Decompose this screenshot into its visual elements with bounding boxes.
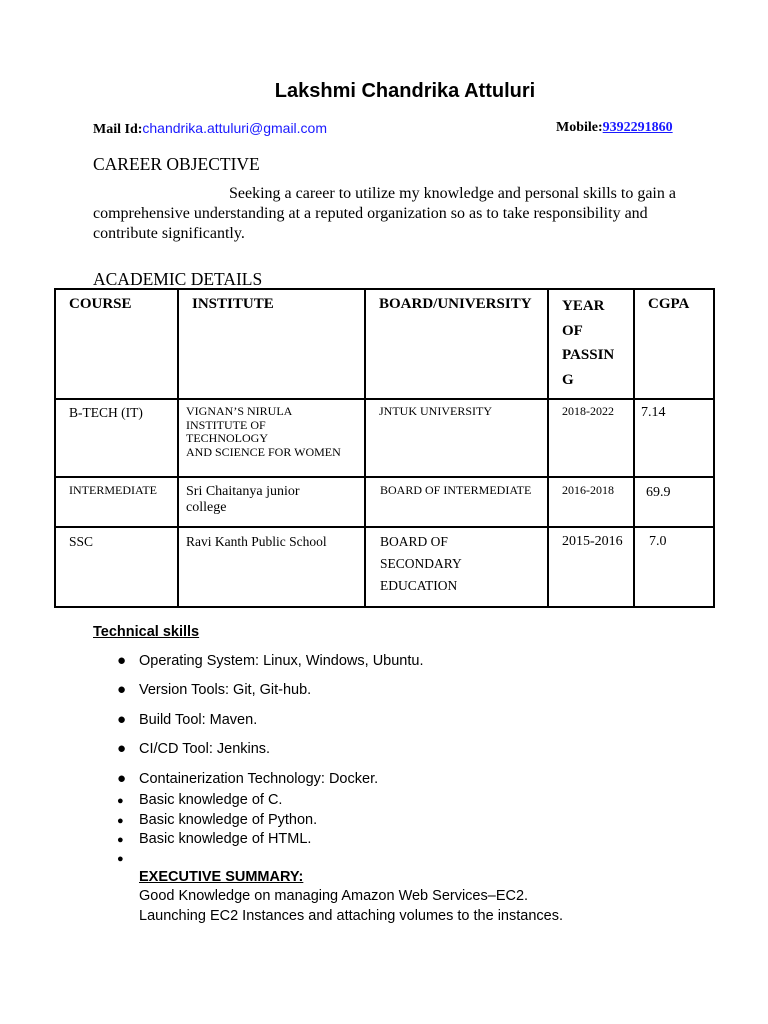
technical-skills-heading: Technical skills	[93, 624, 200, 640]
mail-label: Mail Id:	[93, 122, 143, 137]
career-objective-text: Seeking a career to utilize my knowledge and personal skills to gain a comprehensive understanding at a reputed organization so as to take responsibility and contribute significantly.	[93, 185, 676, 242]
bullet-icon: ●	[117, 795, 124, 807]
table-row	[55, 477, 714, 527]
academic-details-heading: ACADEMIC DETAILS	[93, 269, 263, 289]
cell-board: BOARD OF INTERMEDIATE	[365, 477, 548, 527]
executive-summary-heading: EXECUTIVE SUMMARY:	[139, 869, 304, 885]
column-header-board: BOARD/UNIVERSITY	[365, 289, 548, 399]
cell-institute: Ravi Kanth Public School	[178, 527, 365, 607]
bullet-icon: ●	[117, 652, 127, 669]
column-header-course: COURSE	[55, 289, 178, 399]
table-header-row	[55, 289, 714, 399]
table-row	[55, 527, 714, 607]
list-item: ● Basic knowledge of C.	[117, 792, 283, 808]
mobile-label: Mobile:	[556, 120, 603, 135]
list-item: ● CI/CD Tool: Jenkins.	[117, 740, 271, 757]
cell-year: 2018-2022	[548, 399, 634, 477]
bullet-icon: ●	[117, 740, 127, 757]
list-item: ● Basic knowledge of HTML.	[117, 831, 312, 847]
bullet-icon: ●	[117, 770, 127, 787]
mobile-link[interactable]: 9392291860	[602, 120, 673, 135]
academic-table	[54, 288, 715, 608]
mail-row	[93, 120, 327, 138]
cell-course: SSC	[55, 527, 178, 607]
cell-cgpa: 69.9	[634, 477, 714, 527]
cell-institute: Sri Chaitanya junior college	[178, 477, 365, 527]
list-item: Launching EC2 Instances and attaching volumes to the instances.	[139, 908, 563, 924]
cell-year: 2015-2016	[548, 527, 634, 607]
list-item: ● Operating System: Linux, Windows, Ubuntu.	[117, 652, 424, 669]
candidate-name: Lakshmi Chandrika Attuluri	[274, 80, 536, 102]
list-item: ● Basic knowledge of Python.	[117, 812, 318, 828]
mobile-row	[556, 120, 673, 136]
cell-course: INTERMEDIATE	[55, 477, 178, 527]
bullet-icon: ●	[117, 681, 127, 698]
cell-board: BOARD OF SECONDARY EDUCATION	[365, 527, 548, 607]
column-header-cgpa: CGPA	[634, 289, 714, 399]
list-item	[117, 850, 139, 866]
bullet-icon: ●	[117, 815, 124, 827]
cell-institute: VIGNAN’S NIRULA INSTITUTE OF TECHNOLOGY AND SCIENCE FOR WOMEN	[178, 399, 365, 477]
cell-cgpa: 7.14	[634, 399, 714, 477]
bullet-icon: ●	[117, 711, 127, 728]
list-item: ● Containerization Technology: Docker.	[117, 770, 379, 787]
bullet-icon: ●	[117, 853, 124, 865]
cell-year: 2016-2018	[548, 477, 634, 527]
email-link[interactable]: chandrika.attuluri@gmail.com	[142, 120, 328, 136]
bullet-icon: ●	[117, 834, 124, 846]
list-item: Good Knowledge on managing Amazon Web Services–EC2.	[139, 888, 529, 904]
table-row	[55, 399, 714, 477]
column-header-institute: INSTITUTE	[178, 289, 365, 399]
column-header-year: YEAR OF PASSIN G	[548, 289, 634, 399]
cell-course: B-TECH (IT)	[55, 399, 178, 477]
cell-cgpa: 7.0	[634, 527, 714, 607]
cell-board: JNTUK UNIVERSITY	[365, 399, 548, 477]
list-item: ● Version Tools: Git, Git-hub.	[117, 681, 312, 698]
list-item: ● Build Tool: Maven.	[117, 711, 258, 728]
career-objective-heading: CAREER OBJECTIVE	[93, 154, 260, 174]
